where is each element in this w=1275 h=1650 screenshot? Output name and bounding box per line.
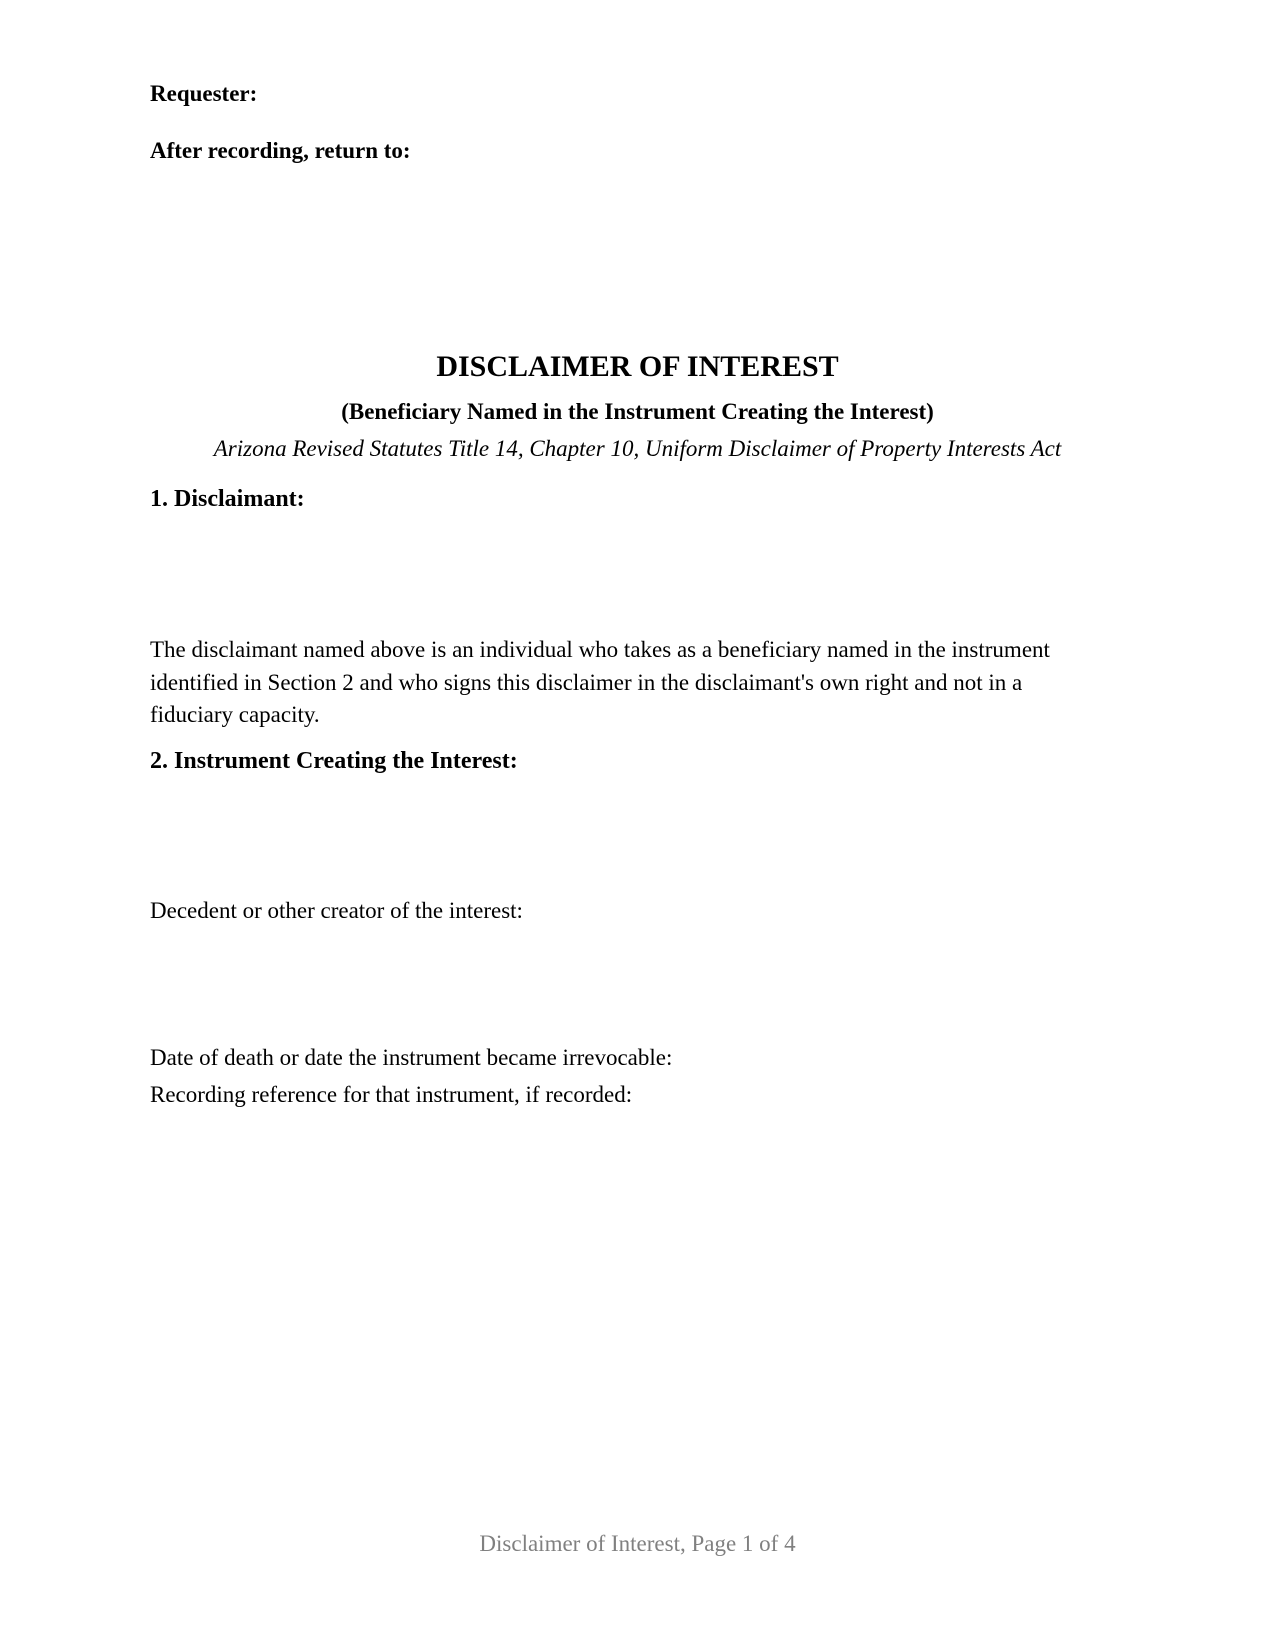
statute-reference: Arizona Revised Statutes Title 14, Chapter 10, Uniform Disclaimer of Property Interests Act (213, 436, 1062, 461)
section-2-heading: 2. Instrument Creating the Interest: (150, 748, 518, 774)
date-of-death-label: Date of death or date the instrument became irrevocable: (150, 1045, 673, 1070)
recording-reference-label: Recording reference for that instrument, if recorded: (150, 1082, 633, 1107)
return-to-label: After recording, return to: (150, 138, 411, 163)
disclaimant-paragraph: The disclaimant named above is an individual who takes as a beneficiary named in the instrument identified in Section 2 and who signs this disclaimer in the disclaimant's own right and not in a fiduciary capacity. (150, 637, 1050, 727)
requester-label: Requester: (150, 81, 258, 106)
document-subtitle: (Beneficiary Named in the Instrument Creating the Interest) (341, 399, 934, 424)
decedent-label: Decedent or other creator of the interest: (150, 898, 523, 923)
document-title: DISCLAIMER OF INTEREST (436, 350, 839, 383)
page-footer: Disclaimer of Interest, Page 1 of 4 (479, 1531, 796, 1556)
section-1-heading: 1. Disclaimant: (150, 486, 305, 512)
